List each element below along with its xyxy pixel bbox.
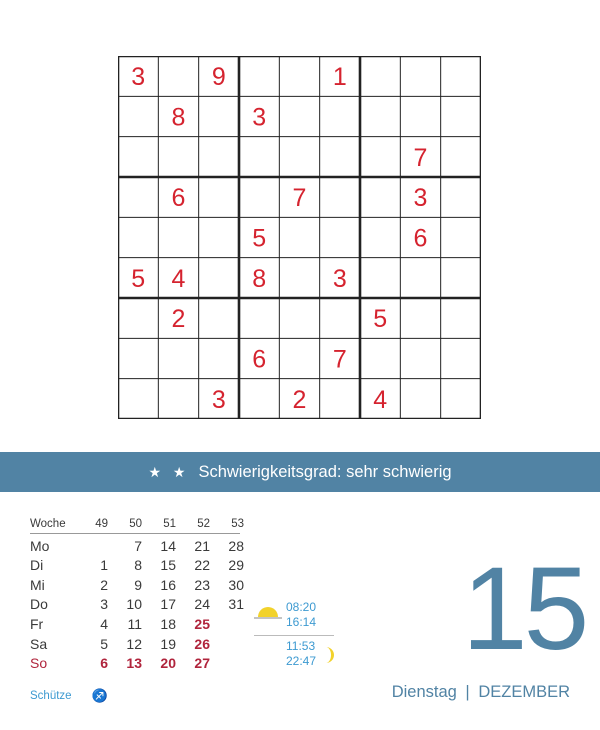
day-number: 15 [462, 543, 586, 675]
sudoku-given-digit: 3 [211, 385, 226, 414]
weekday-month-line [392, 683, 570, 702]
sudoku-given-digit: 7 [413, 143, 428, 172]
calendar-day: 31 [228, 596, 244, 613]
sudoku-given-digit: 2 [292, 385, 307, 414]
sudoku-given-digit: 7 [332, 345, 347, 374]
moonset-time: 22:47 [286, 654, 317, 668]
weekday-label: Di [30, 557, 44, 574]
sudoku-given-digit: 4 [373, 385, 388, 414]
calendar-row [30, 654, 244, 673]
calendar-day: 2 [100, 576, 108, 593]
calendar-day: 19 [160, 635, 176, 652]
calendar-day: 23 [194, 576, 210, 593]
calendar-divider [30, 533, 240, 534]
zodiac-sign [30, 688, 108, 704]
calendar-day: 17 [160, 596, 176, 613]
sun-icon [254, 604, 282, 620]
calendar-day: 16 [160, 576, 176, 593]
calendar-day: 28 [228, 537, 244, 554]
calendar-row [30, 536, 244, 555]
sudoku-given-digit: 5 [252, 224, 267, 253]
calendar-day: 21 [194, 537, 210, 554]
moonrise-time: 11:53 [286, 639, 316, 653]
sudoku-given-digit: 6 [413, 224, 428, 253]
calendar-day: 4 [100, 615, 108, 632]
sun-moon-divider [254, 635, 334, 636]
sudoku-given-digit: 7 [292, 184, 307, 213]
weekday-label: Do [30, 596, 48, 613]
sun-moon-times [254, 600, 344, 680]
calendar-day: 13 [126, 655, 142, 672]
calendar-row [30, 556, 244, 575]
weekday-label: Fr [30, 615, 44, 632]
week-header-row [30, 514, 244, 533]
sudoku-grid [118, 56, 481, 419]
sudoku-given-digit: 9 [211, 63, 226, 92]
sudoku-given-digit: 8 [252, 264, 267, 293]
weekday-label: Sa [30, 635, 48, 652]
calendar-day: 7 [134, 537, 142, 554]
weekday-label: Mi [30, 576, 45, 593]
calendar-day: 29 [228, 557, 244, 574]
weekday-label: So [30, 655, 48, 672]
sudoku-given-digit: 2 [171, 305, 186, 334]
sudoku-given-digit: 6 [252, 345, 267, 374]
difficulty-stars: ★ ★ [148, 463, 190, 480]
week-label: Woche [30, 517, 66, 530]
week-number: 53 [231, 517, 244, 530]
sunset-time: 16:14 [286, 615, 317, 629]
sagittarius-icon: ♐ [91, 688, 108, 703]
calendar-row [30, 575, 244, 594]
zodiac-name: Schütze [30, 690, 72, 702]
month-name: DEZEMBER [478, 683, 570, 701]
sudoku-given-digit: 1 [332, 63, 347, 92]
calendar-day: 10 [126, 596, 142, 613]
weekday-label: Mo [30, 537, 50, 554]
sudoku-given-digit: 3 [131, 63, 146, 92]
calendar-day: 30 [228, 576, 244, 593]
sudoku-given-digit: 3 [413, 184, 428, 213]
calendar-day: 12 [126, 635, 142, 652]
week-number: 49 [95, 517, 108, 530]
calendar-day: 5 [100, 635, 108, 652]
calendar-day: 25 [194, 615, 210, 632]
calendar-day: 20 [160, 655, 176, 672]
calendar-row [30, 614, 244, 633]
sudoku-given-digit: 3 [332, 264, 347, 293]
week-number: 50 [129, 517, 142, 530]
calendar-day: 18 [160, 615, 176, 632]
calendar-day: 15 [160, 557, 176, 574]
sudoku-given-digit: 4 [171, 264, 186, 293]
calendar-day: 14 [160, 537, 176, 554]
week-number: 51 [163, 517, 176, 530]
calendar-day: 8 [134, 557, 142, 574]
calendar-day: 11 [127, 615, 142, 632]
calendar-day: 22 [194, 557, 210, 574]
sudoku-given-digit: 3 [252, 103, 267, 132]
difficulty-banner [0, 452, 600, 492]
calendar-row [30, 634, 244, 653]
calendar-day: 27 [194, 655, 210, 672]
calendar-day: 24 [194, 596, 210, 613]
sudoku-given-digit: 5 [373, 305, 388, 334]
calendar-row [30, 595, 244, 614]
calendar-day: 1 [100, 557, 108, 574]
date-separator: | [465, 683, 470, 701]
sudoku-given-digit: 6 [171, 184, 186, 213]
difficulty-text: Schwierigkeitsgrad: sehr schwierig [198, 462, 452, 481]
calendar-day: 6 [100, 655, 108, 672]
sudoku-given-digit: 5 [131, 264, 146, 293]
calendar-day: 9 [134, 576, 142, 593]
calendar-day: 3 [100, 596, 108, 613]
week-number: 52 [197, 517, 210, 530]
sunrise-time: 08:20 [286, 600, 317, 614]
moon-icon [323, 645, 337, 665]
weekday: Dienstag [391, 683, 457, 701]
sudoku-given-digit: 8 [171, 103, 186, 132]
calendar-day: 26 [194, 635, 210, 652]
